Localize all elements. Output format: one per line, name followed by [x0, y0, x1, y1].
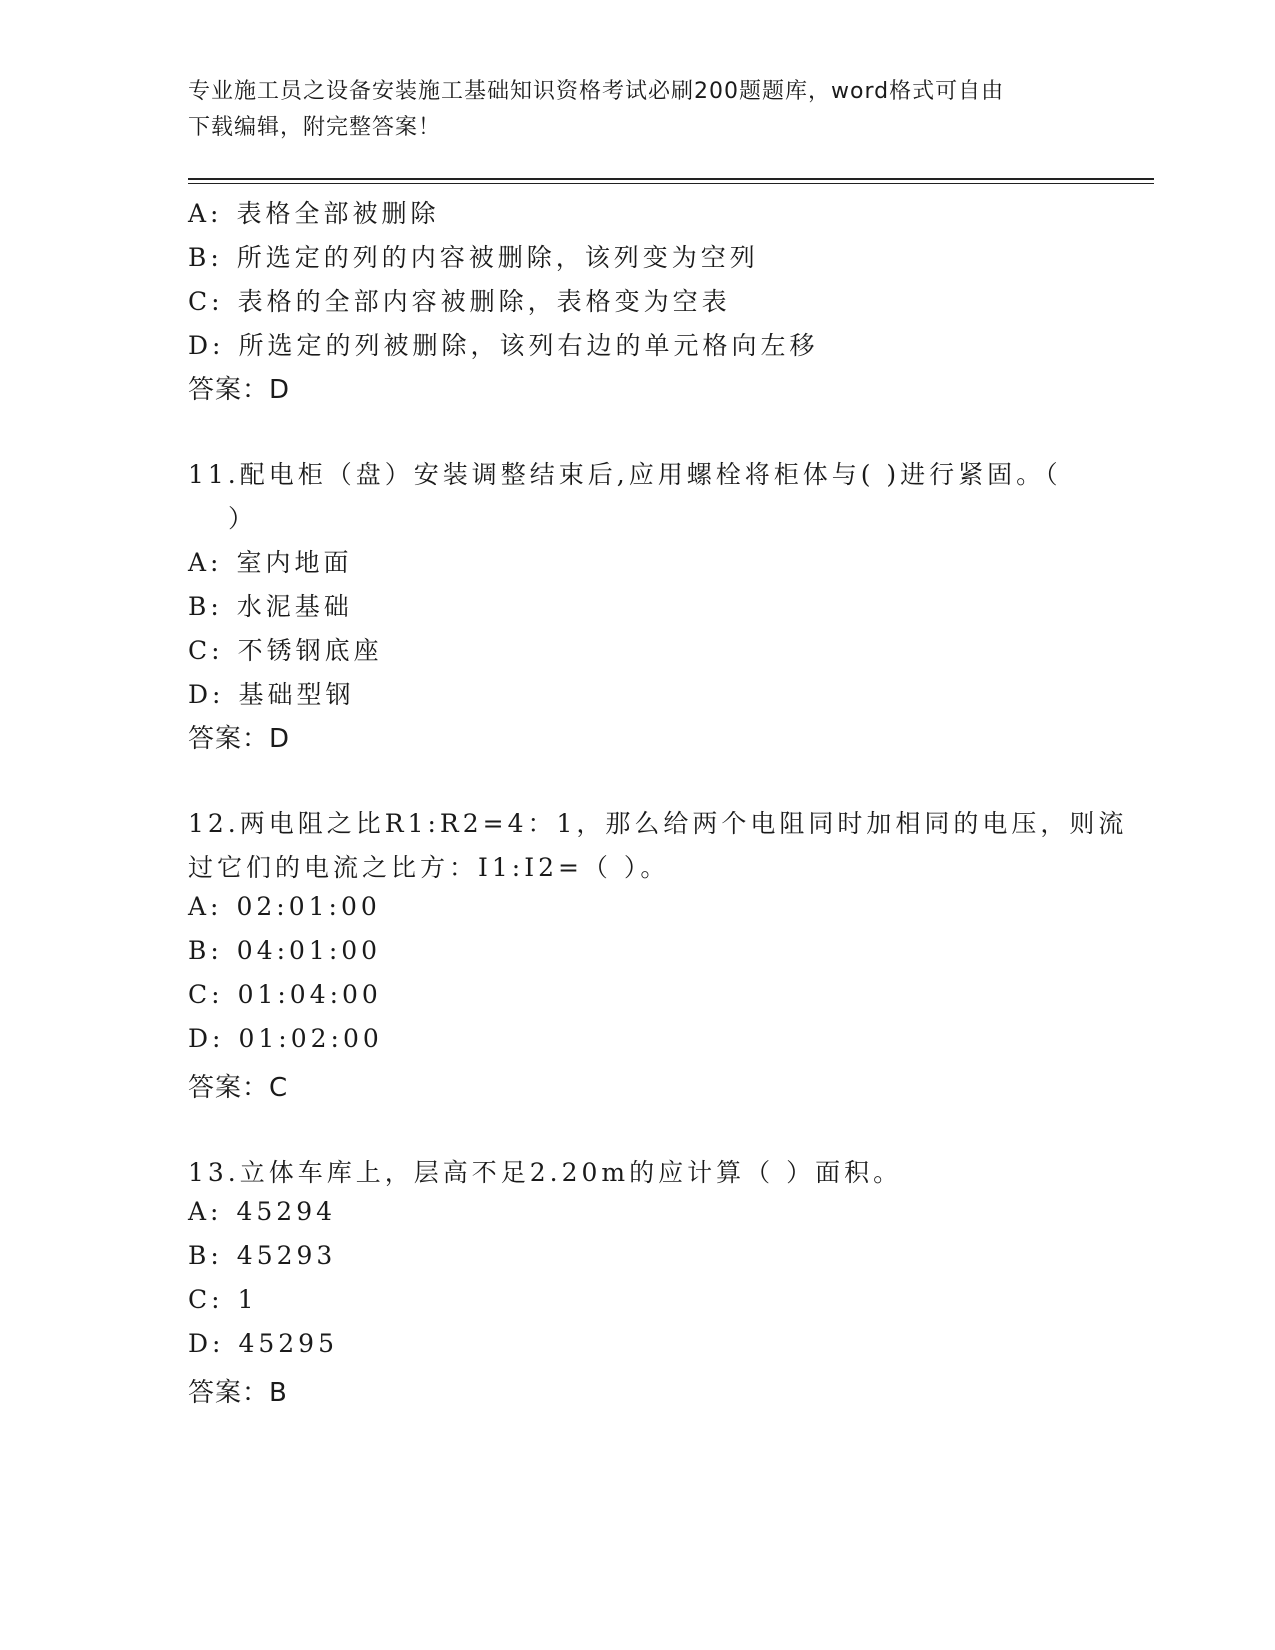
header-divider-thick — [188, 178, 1154, 180]
q13-answer: 答案：B — [188, 1378, 288, 1408]
option-letter: C: — [188, 980, 224, 1009]
q11-option-a — [188, 543, 353, 579]
option-text: 04:01:00 — [236, 936, 382, 965]
q12-option-c — [188, 980, 382, 1009]
q12-option-d — [188, 1024, 383, 1053]
option-text: 1 — [237, 1285, 258, 1314]
q13-option-a — [188, 1197, 336, 1226]
option-letter: B: — [188, 936, 223, 965]
option-text: 水泥基础 — [236, 592, 353, 621]
option-letter: D: — [188, 1024, 225, 1053]
q12-option-b — [188, 936, 381, 965]
option-letter: D: — [188, 680, 225, 709]
option-letter: B: — [188, 243, 223, 272]
option-text: 所选定的列的内容被删除，该列变为空列 — [236, 243, 759, 272]
q10-option-c — [188, 282, 731, 318]
q12-option-a — [188, 892, 381, 921]
q11-stem-line-1: 11.配电柜（盘）安装调整结束后,应用螺栓将柜体与( )进行紧固。（ — [188, 460, 1062, 489]
option-letter: B: — [188, 1241, 223, 1270]
option-text: 45293 — [236, 1241, 337, 1270]
option-letter: C: — [188, 636, 224, 665]
q11-stem-line-2: ） — [228, 504, 258, 533]
option-text: 01:02:00 — [238, 1024, 383, 1053]
option-text: 45295 — [238, 1329, 338, 1358]
option-text: 表格全部被删除 — [236, 199, 440, 228]
header-divider-thin — [188, 183, 1154, 184]
q11-option-c — [188, 631, 383, 667]
q12-stem-line-1: 12.两电阻之比R1:R2=4：1，那么给两个电阻同时加相同的电压，则流 — [188, 809, 1128, 838]
option-letter: A: — [188, 1197, 223, 1226]
document-header — [188, 74, 1068, 146]
option-letter: B: — [188, 592, 223, 621]
q13-option-d — [188, 1329, 338, 1358]
option-text: 02:01:00 — [236, 892, 381, 921]
header-line-1: 专业施工员之设备安装施工基础知识资格考试必刷200题题库，word格式可自由 — [188, 79, 1005, 104]
option-letter: A: — [188, 199, 223, 228]
q13-option-c — [188, 1285, 257, 1314]
option-text: 01:04:00 — [237, 980, 382, 1009]
option-letter: D: — [188, 1329, 225, 1358]
q12-answer: 答案：C — [188, 1073, 289, 1103]
header-line-2: 下载编辑，附完整答案！ — [188, 115, 442, 140]
q10-option-a — [188, 194, 440, 230]
option-letter: C: — [188, 1285, 224, 1314]
option-text: 不锈钢底座 — [237, 636, 383, 665]
option-text: 45294 — [236, 1197, 337, 1226]
option-text: 基础型钢 — [238, 680, 355, 709]
q13-stem-line-1: 13.立体车库上，层高不足2.20m的应计算（ ）面积。 — [188, 1158, 903, 1187]
q13-option-b — [188, 1241, 336, 1270]
option-text: 室内地面 — [236, 548, 353, 577]
q10-option-d — [188, 326, 818, 362]
option-letter: A: — [188, 892, 223, 921]
q10-option-b — [188, 238, 759, 274]
q12-stem-line-2: 过它们的电流之比方：I1:I2=（ ）。 — [188, 853, 670, 882]
option-text: 表格的全部内容被删除，表格变为空表 — [237, 287, 731, 316]
option-text: 所选定的列被删除，该列右边的单元格向左移 — [238, 331, 819, 360]
q10-answer: 答案：D — [188, 375, 291, 405]
option-letter: D: — [188, 331, 225, 360]
q11-option-d — [188, 675, 354, 711]
q11-option-b — [188, 587, 353, 623]
option-letter: C: — [188, 287, 224, 316]
q11-answer: 答案：D — [188, 724, 291, 754]
option-letter: A: — [188, 548, 223, 577]
